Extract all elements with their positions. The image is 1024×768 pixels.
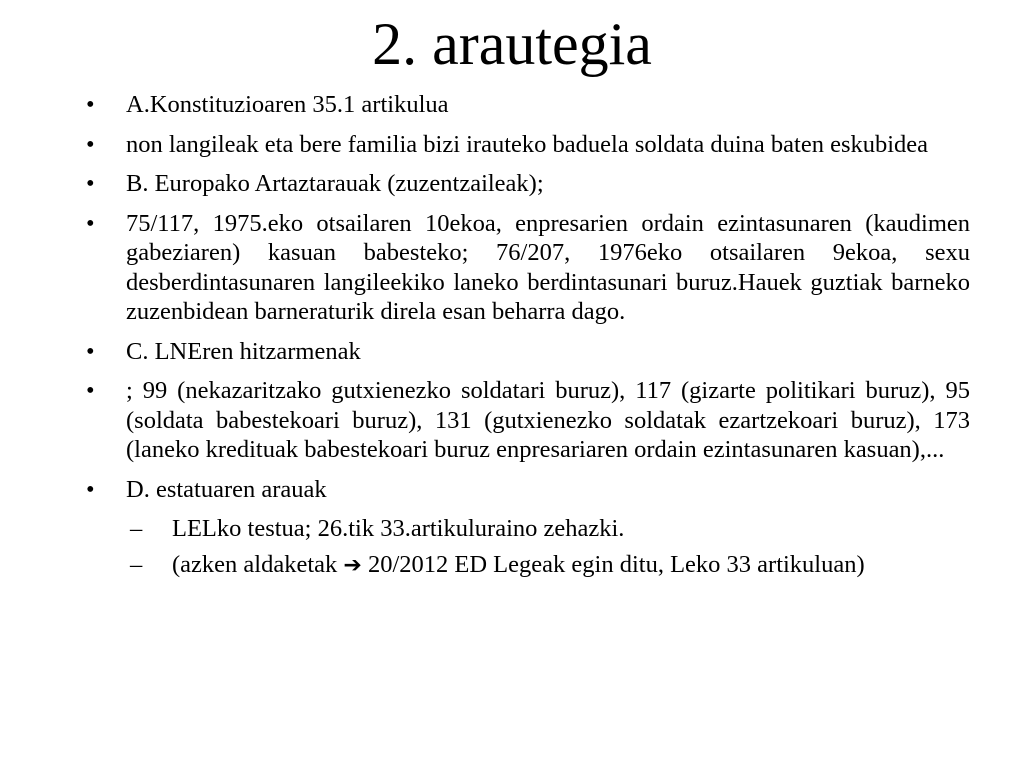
bullet-text: C. LNEren hitzarmenak — [126, 337, 361, 365]
sub-bullet-text: LELko testua; 26.tik 33.artikuluraino zehazki. — [172, 515, 625, 542]
arrow-right-icon: ➔ — [343, 552, 362, 578]
bullet-text: 75/117, 1975.eko otsailaren 10ekoa, enpresarien ordain ezintasunaren (kaudimen gabeziaren) kasuan babesteko; 76/207, 1976eko otsailaren 9ekoa, sexu desberdintasunaren langileekiko laneko berdintasunari buruz.Hauek guztiak barneko zuzenbidean barneraturik direla esan beharra dago. — [126, 209, 970, 325]
bullet-item — [86, 130, 970, 160]
dash-marker: – — [130, 515, 143, 542]
bullet-marker: • — [86, 209, 95, 237]
sub-bullet-item — [86, 514, 970, 544]
sub-bullet-text-after: 20/2012 ED Legeak egin ditu, Leko 33 artikuluan) — [361, 550, 865, 578]
bullet-marker: • — [86, 475, 95, 503]
bullet-text: D. estatuaren arauak — [126, 475, 327, 503]
bullet-list — [86, 90, 970, 586]
bullet-text: non langileak eta bere familia bizi irauteko baduela soldata duina baten eskubidea — [126, 130, 929, 158]
bullet-text: B. Europako Artaztarauak (zuzentzaileak); — [126, 170, 544, 197]
bullet-item — [86, 376, 970, 465]
slide-title: 2. arautegia — [372, 11, 652, 77]
bullet-item-section-d — [86, 475, 970, 505]
bullet-item — [86, 337, 970, 367]
bullet-text: A.Konstituzioaren 35.1 artikulua — [126, 91, 449, 118]
bullet-marker: • — [86, 91, 95, 118]
sub-bullet-text-before: (azken aldaketak — [172, 550, 344, 578]
bullet-item — [86, 169, 970, 199]
bullet-marker: • — [86, 337, 95, 365]
bullet-marker: • — [86, 130, 95, 158]
sub-bullet-item — [86, 550, 970, 581]
bullet-item — [86, 90, 970, 120]
dash-marker: – — [130, 550, 143, 578]
bullet-item — [86, 209, 970, 327]
bullet-marker: • — [86, 377, 95, 404]
bullet-text: ; 99 (nekazaritzako gutxienezko soldatari buruz), 117 (gizarte politikari buruz), 95 (soldata babestekoari buruz), 131 (gutxienezko soldatak ezartzekoari buruz), 173 (laneko kredituak babestekoari buruz enpresariaren ordain ezintasunaren kasuan),... — [126, 377, 970, 463]
bullet-marker: • — [86, 170, 95, 197]
